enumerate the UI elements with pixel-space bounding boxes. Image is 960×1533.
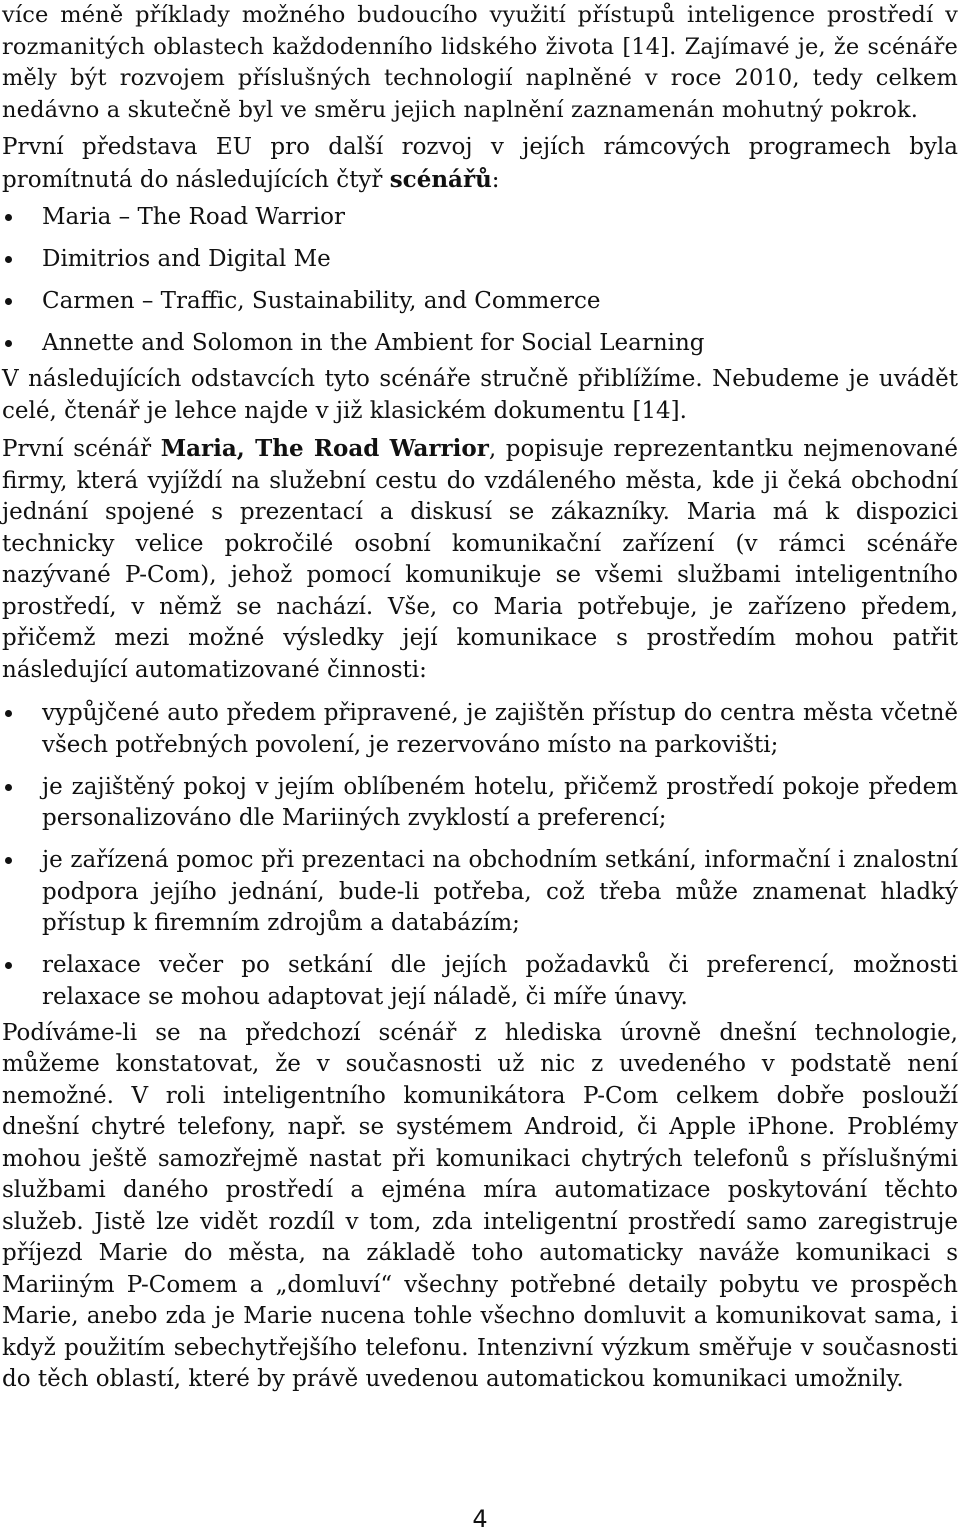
list-item: Maria – The Road Warrior xyxy=(2,202,958,234)
list-item: Dimitrios and Digital Me xyxy=(2,244,958,276)
intro-paragraph: více méně příklady možného budoucího využití přístupů inteligence prostředí v rozmanitých oblastech každodenního lidského života [14]. Zajímavé je, že scénáře měly být rozvojem příslušných technologií naplněné v roce 2010, tedy celkem nedávno a skutečně byl ve směru jejich naplnění zaznamenán mohutný pokrok. xyxy=(2,2,958,123)
scenarios-bold-term: scénářů xyxy=(389,165,492,193)
maria-paragraph xyxy=(2,433,958,686)
scenarios-intro-text: První představa EU pro další rozvoj v jejích rámcových programech byla promítnutá do následujících čtyř xyxy=(2,134,958,193)
maria-text-before: První scénář xyxy=(2,436,161,462)
scenarios-intro-paragraph xyxy=(2,132,958,196)
final-paragraph: Podíváme-li se na předchozí scénář z hlediska úrovně dnešní technologie, můžeme konstatovat, že v současnosti už nic z uvedeného v podstatě není nemožné. V roli inteligentního komunikátora P-Com celkem dobře poslouží dnešní chytré telefony, např. se systémem Android, či Apple iPhone. Problémy mohou ještě samozřejmě nastat při komunikaci chytrých telefonů s příslušnými službami daného prostředí a ejména míra automatizace poskytování těchto služeb. Jistě lze vidět rozdíl v tom, zda inteligentní prostředí samo zaregistruje příjezd Marie do města, na základě toho automaticky naváže komunikaci s Mariiným P-Comem a „domluví“ všechny potřebné detaily pobytu ve prospěch Marie, anebo zda je Marie nucena tohle všechno domluvit a komunikovat sama, i když použitím sebechytřejšího telefonu. Intenzivní výzkum směřuje v současnosti do těch oblastí, které by právě uvedenou automatickou komunikaci umožnily. xyxy=(2,1019,958,1392)
list-item: vypůjčené auto předem připravené, je zajištěn přístup do centra města včetně všech potřebných povolení, je rezervováno místo na parkovišti; xyxy=(2,698,958,761)
page-number: 4 xyxy=(472,1505,488,1533)
maria-text-after: , popisuje reprezentantku nejmenované firmy, která vyjíždí na služební cestu do vzdáleného města, kde ji čeká obchodní jednání spojené s prezentací a diskusí se zákazníky. Maria má k dispozici technicky velice pokročilé osobní komunikační zařízení (v rámci scénáře nazývané P-Com), jehož pomocí komunikuje se všemi službami inteligentního prostředí, v němž se nachází. Vše, co Maria potřebuje, je zařízeno předem, přičemž mezi možné výsledky její komunikace s prostředím mohou patřit následující automatizované činnosti: xyxy=(2,436,958,683)
list-item: je zařízená pomoc při prezentaci na obchodním setkání, informační i znalostní podpora jejího jednání, bude-li potřeba, což třeba může znamenat hladký přístup k firemním zdrojům a databázím; xyxy=(2,845,958,940)
list-item: Carmen – Traffic, Sustainability, and Commerce xyxy=(2,286,958,318)
list-item: Annette and Solomon in the Ambient for Social Learning xyxy=(2,328,958,360)
list-item: relaxace večer po setkání dle jejích požadavků či preferencí, možnosti relaxace se mohou adaptovat její náladě, či míře únavy. xyxy=(2,950,958,1013)
list-item: je zajištěný pokoj v jejím oblíbeném hotelu, přičemž prostředí pokoje předem personalizováno dle Mariiných zvyklostí a preferencí; xyxy=(2,772,958,835)
activities-list xyxy=(2,698,958,1013)
scenarios-intro-end: : xyxy=(491,166,500,193)
maria-bold-title: Maria, The Road Warrior xyxy=(160,435,489,462)
scenario-list xyxy=(2,202,958,360)
next-paragraph: V následujících odstavcích tyto scénáře stručně přiblížíme. Nebudeme je uvádět celé, čtenář je lehce najde v již klasickém dokumentu [14]. xyxy=(2,366,958,424)
document-page xyxy=(2,0,958,1396)
